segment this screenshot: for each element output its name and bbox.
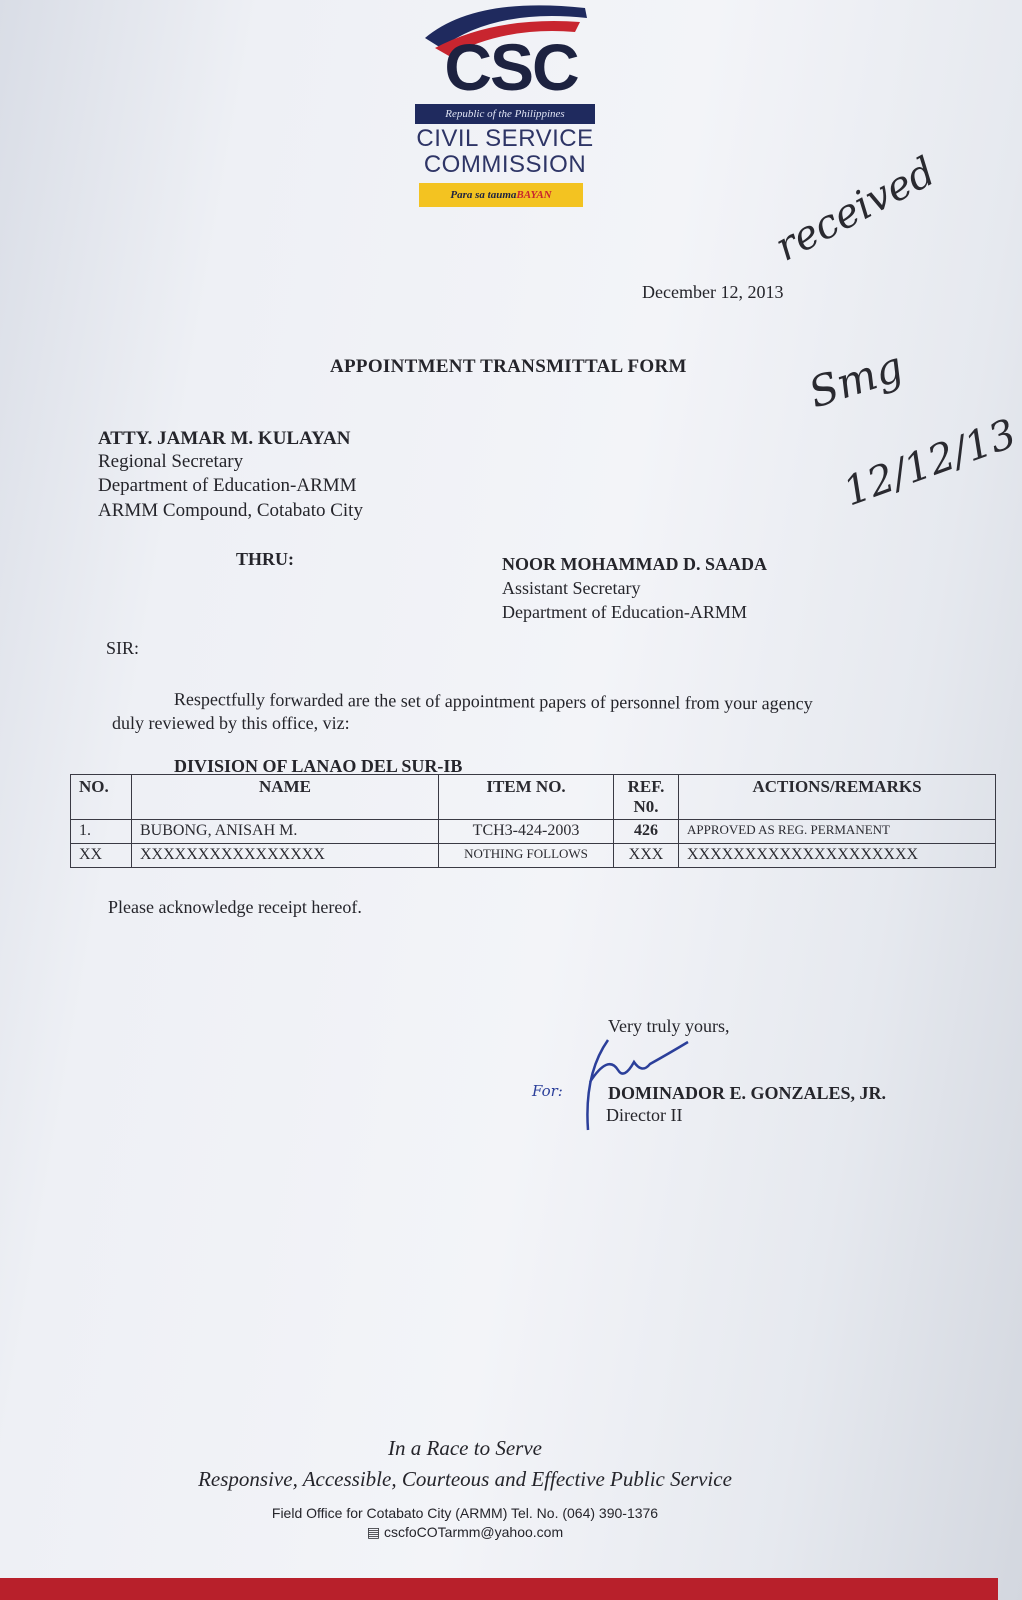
division-heading: DIVISION OF LANAO DEL SUR-IB bbox=[174, 756, 463, 776]
logo-country: Republic of the Philippines bbox=[415, 104, 595, 124]
row-item-no: NOTHING FOLLOWS bbox=[439, 844, 614, 868]
row-item-no: TCH3-424-2003 bbox=[439, 820, 614, 844]
footer-email-address: cscfoCOTarmm@yahoo.com bbox=[383, 1524, 564, 1540]
row-name: BUBONG, ANISAH M. bbox=[132, 820, 439, 844]
email-icon: ▤ bbox=[366, 1524, 381, 1540]
letter-date: December 12, 2013 bbox=[642, 282, 784, 302]
footer-values: Responsive, Accessible, Courteous and Effective Public Service bbox=[198, 1467, 732, 1491]
addressee-name: ATTY. JAMAR M. KULAYAN bbox=[98, 428, 351, 449]
row-no: 1. bbox=[71, 820, 132, 844]
row-no: XX bbox=[71, 844, 132, 868]
header-name: NAME bbox=[132, 775, 439, 820]
body-line2: duly reviewed by this office, viz: bbox=[112, 713, 350, 733]
footer-motto: In a Race to Serve bbox=[388, 1436, 542, 1460]
logo-acronym: CSC bbox=[444, 30, 578, 104]
acknowledge-text: Please acknowledge receipt hereof. bbox=[108, 897, 362, 917]
table-header-row bbox=[71, 775, 996, 820]
footer-office: Field Office for Cotabato City (ARMM) Tel. No. (064) 390-1376 bbox=[271, 1505, 659, 1521]
thru-office: Department of Education-ARMM bbox=[502, 602, 747, 622]
footer-email bbox=[0, 1524, 998, 1541]
addressee-position: Regional Secretary bbox=[98, 451, 244, 472]
logo-tagline: Para sa taumaBAYAN bbox=[419, 183, 583, 207]
for-label: For: bbox=[532, 1082, 563, 1100]
handwritten-line3: 12/12/13 bbox=[837, 410, 1022, 516]
handwritten-line1: received bbox=[768, 148, 943, 271]
signatory-name: DOMINADOR E. GONZALES, JR. bbox=[608, 1083, 887, 1103]
header-item-no: ITEM NO. bbox=[439, 775, 614, 820]
addressee-office: Department of Education-ARMM bbox=[98, 475, 357, 496]
handwritten-line2: Smg bbox=[802, 341, 909, 418]
header-ref-no: REF. N0. bbox=[614, 775, 679, 820]
thru-name: NOOR MOHAMMAD D. SAADA bbox=[502, 554, 767, 574]
header-actions: ACTIONS/REMARKS bbox=[679, 775, 996, 820]
logo-name-line2: COMMISSION bbox=[423, 151, 587, 178]
row-ref-no: 426 bbox=[614, 820, 679, 844]
document-title: APPOINTMENT TRANSMITTAL FORM bbox=[330, 356, 687, 377]
logo-name-line1: CIVIL SERVICE bbox=[416, 125, 594, 152]
csc-logo bbox=[415, 0, 605, 215]
thru-label: THRU: bbox=[236, 549, 294, 569]
table-row bbox=[71, 820, 996, 844]
row-actions: XXXXXXXXXXXXXXXXXXXX bbox=[679, 844, 996, 868]
body-line1: Respectfully forwarded are the set of appointment papers of personnel from your agency bbox=[173, 689, 813, 714]
header-no: NO. bbox=[71, 775, 132, 820]
signatory-position: Director II bbox=[606, 1105, 683, 1125]
salutation: SIR: bbox=[106, 638, 140, 658]
appointment-table bbox=[70, 774, 996, 868]
row-name: XXXXXXXXXXXXXXXX bbox=[132, 844, 439, 868]
footer-red-bar bbox=[0, 1578, 998, 1600]
table-row bbox=[71, 844, 996, 868]
closing: Very truly yours, bbox=[608, 1016, 730, 1036]
row-actions: APPROVED AS REG. PERMANENT bbox=[679, 820, 996, 844]
row-ref-no: XXX bbox=[614, 844, 679, 868]
thru-position: Assistant Secretary bbox=[502, 578, 641, 598]
addressee-address: ARMM Compound, Cotabato City bbox=[98, 500, 363, 521]
